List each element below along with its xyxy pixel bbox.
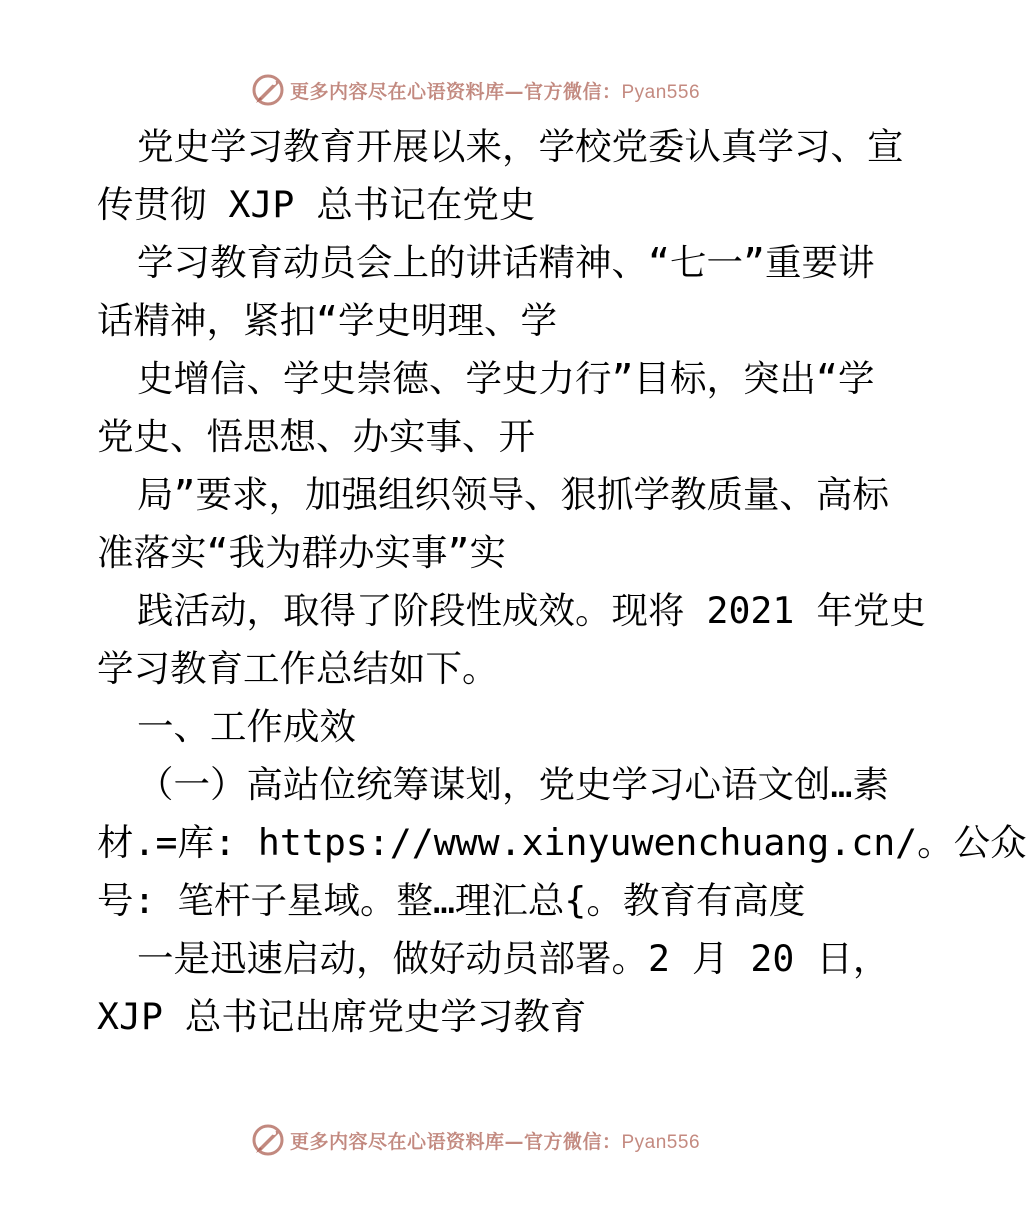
quill-seal-icon (250, 72, 286, 108)
paragraph-line: 局”要求，加强组织领导、狠抓学教质量、高标 (137, 473, 889, 516)
paragraph-line: XJP 总书记出席党史学习教育 (97, 995, 587, 1038)
header-watermark (0, 72, 950, 108)
watermark-text: 更多内容尽在心语资料库—官方微信：Pyan556 (289, 1130, 701, 1153)
paragraph-line: 践活动，取得了阶段性成效。现将 2021 年党史 (137, 589, 926, 632)
paragraph-line: 传贯彻 XJP 总书记在党史 (97, 183, 536, 226)
document-body (97, 118, 1027, 1046)
subsection-heading: （一）高站位统筹谋划，党史学习心语文创…素 (137, 763, 889, 806)
paragraph-line: 一是迅速启动，做好动员部署。2 月 20 日， (137, 937, 890, 980)
paragraph-line: 准落实“我为群办实事”实 (97, 531, 506, 574)
paragraph-line: 号: 笔杆子星域。整…理汇总{。教育有高度 (97, 879, 806, 922)
paragraph-line: 话精神，紧扣“学史明理、学 (97, 299, 557, 342)
quill-seal-icon (250, 1122, 286, 1158)
footer-watermark (0, 1122, 950, 1158)
watermark-text: 更多内容尽在心语资料库—官方微信：Pyan556 (289, 80, 701, 103)
paragraph-line: 学习教育动员会上的讲话精神、“七一”重要讲 (137, 241, 875, 284)
section-heading: 一、工作成效 (137, 705, 356, 748)
paragraph-line: 学习教育工作总结如下。 (97, 647, 499, 690)
paragraph-line: 史增信、学史崇德、学史力行”目标，突出“学 (137, 357, 875, 400)
paragraph-line: 材.=库: https://www.xinyuwenchuang.cn/。公众 (97, 821, 1027, 864)
paragraph-line: 党史学习教育开展以来，学校党委认真学习、宣 (137, 125, 904, 168)
paragraph-line: 党史、悟思想、办实事、开 (97, 415, 535, 458)
